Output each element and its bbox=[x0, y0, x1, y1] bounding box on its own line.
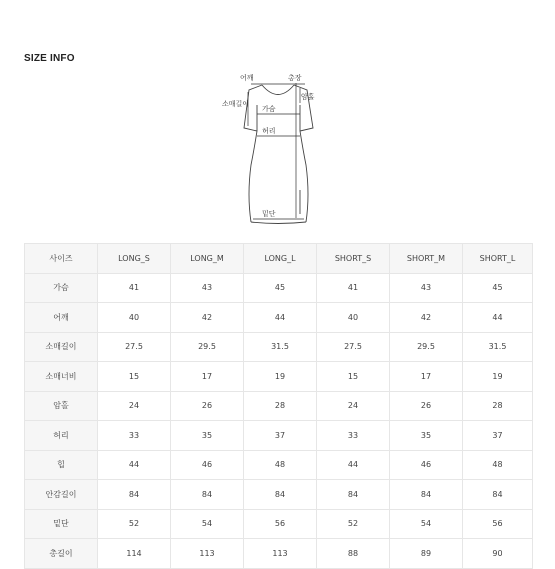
table-cell: 52 bbox=[98, 509, 171, 539]
table-row bbox=[25, 273, 533, 303]
column-header: LONG_S bbox=[98, 244, 171, 274]
table-cell: 48 bbox=[463, 450, 533, 480]
row-label: 암홀 bbox=[25, 391, 98, 421]
table-cell: 84 bbox=[390, 480, 463, 510]
table-cell: 43 bbox=[171, 273, 244, 303]
column-header: SHORT_L bbox=[463, 244, 533, 274]
table-cell: 26 bbox=[171, 391, 244, 421]
table-cell: 28 bbox=[463, 391, 533, 421]
label-armhole: 암홀 bbox=[301, 93, 315, 101]
table-header-row bbox=[25, 244, 533, 274]
column-header: 사이즈 bbox=[25, 244, 98, 274]
table-cell: 19 bbox=[463, 362, 533, 392]
table-cell: 113 bbox=[171, 539, 244, 569]
table-cell: 48 bbox=[244, 450, 317, 480]
row-label: 가슴 bbox=[25, 273, 98, 303]
table-cell: 31.5 bbox=[463, 332, 533, 362]
row-label: 총길이 bbox=[25, 539, 98, 569]
table-row bbox=[25, 332, 533, 362]
table-row bbox=[25, 362, 533, 392]
table-cell: 84 bbox=[317, 480, 390, 510]
table-cell: 29.5 bbox=[171, 332, 244, 362]
row-label: 소매길이 bbox=[25, 332, 98, 362]
table-cell: 26 bbox=[390, 391, 463, 421]
table-cell: 113 bbox=[244, 539, 317, 569]
table-row bbox=[25, 509, 533, 539]
row-label: 안감길이 bbox=[25, 480, 98, 510]
table-cell: 33 bbox=[317, 421, 390, 451]
table-cell: 43 bbox=[390, 273, 463, 303]
table-cell: 28 bbox=[244, 391, 317, 421]
dress-diagram bbox=[0, 0, 555, 240]
label-waist: 허리 bbox=[262, 127, 276, 135]
table-cell: 44 bbox=[244, 303, 317, 333]
table-cell: 41 bbox=[317, 273, 390, 303]
table-cell: 27.5 bbox=[98, 332, 171, 362]
table-row bbox=[25, 450, 533, 480]
column-header: SHORT_M bbox=[390, 244, 463, 274]
table-cell: 88 bbox=[317, 539, 390, 569]
table-row bbox=[25, 391, 533, 421]
table-cell: 84 bbox=[98, 480, 171, 510]
table-cell: 19 bbox=[244, 362, 317, 392]
size-table bbox=[24, 243, 533, 569]
table-cell: 33 bbox=[98, 421, 171, 451]
table-cell: 29.5 bbox=[390, 332, 463, 362]
table-cell: 31.5 bbox=[244, 332, 317, 362]
row-label: 어깨 bbox=[25, 303, 98, 333]
table-cell: 89 bbox=[390, 539, 463, 569]
dress-outline-illustration bbox=[0, 0, 555, 240]
row-label: 밑단 bbox=[25, 509, 98, 539]
table-cell: 37 bbox=[244, 421, 317, 451]
table-cell: 54 bbox=[390, 509, 463, 539]
table-cell: 15 bbox=[98, 362, 171, 392]
table-row bbox=[25, 303, 533, 333]
page-title: SIZE INFO bbox=[24, 53, 75, 64]
table-cell: 42 bbox=[171, 303, 244, 333]
table-cell: 56 bbox=[244, 509, 317, 539]
row-label: 힙 bbox=[25, 450, 98, 480]
label-sleeve-length: 소매길이 bbox=[222, 100, 250, 108]
table-cell: 37 bbox=[463, 421, 533, 451]
table-cell: 40 bbox=[98, 303, 171, 333]
table-cell: 24 bbox=[98, 391, 171, 421]
table-cell: 46 bbox=[390, 450, 463, 480]
table-row bbox=[25, 421, 533, 451]
table-cell: 17 bbox=[390, 362, 463, 392]
table-cell: 44 bbox=[317, 450, 390, 480]
table-cell: 114 bbox=[98, 539, 171, 569]
table-cell: 84 bbox=[244, 480, 317, 510]
label-hem: 밑단 bbox=[262, 210, 276, 218]
table-cell: 46 bbox=[171, 450, 244, 480]
table-cell: 45 bbox=[463, 273, 533, 303]
column-header: LONG_M bbox=[171, 244, 244, 274]
table-cell: 84 bbox=[463, 480, 533, 510]
label-total-length: 총장 bbox=[288, 74, 302, 82]
row-label: 소매너비 bbox=[25, 362, 98, 392]
row-label: 허리 bbox=[25, 421, 98, 451]
table-cell: 45 bbox=[244, 273, 317, 303]
table-cell: 40 bbox=[317, 303, 390, 333]
table-cell: 56 bbox=[463, 509, 533, 539]
table-cell: 44 bbox=[98, 450, 171, 480]
table-cell: 17 bbox=[171, 362, 244, 392]
table-cell: 44 bbox=[463, 303, 533, 333]
table-cell: 52 bbox=[317, 509, 390, 539]
table-cell: 54 bbox=[171, 509, 244, 539]
table-cell: 27.5 bbox=[317, 332, 390, 362]
table-cell: 84 bbox=[171, 480, 244, 510]
label-chest: 가슴 bbox=[262, 105, 276, 113]
table-cell: 35 bbox=[171, 421, 244, 451]
column-header: SHORT_S bbox=[317, 244, 390, 274]
table-cell: 90 bbox=[463, 539, 533, 569]
label-shoulder: 어깨 bbox=[240, 74, 254, 82]
table-cell: 42 bbox=[390, 303, 463, 333]
column-header: LONG_L bbox=[244, 244, 317, 274]
table-cell: 15 bbox=[317, 362, 390, 392]
table-row bbox=[25, 539, 533, 569]
table-row bbox=[25, 480, 533, 510]
table-cell: 41 bbox=[98, 273, 171, 303]
table-cell: 35 bbox=[390, 421, 463, 451]
table-cell: 24 bbox=[317, 391, 390, 421]
